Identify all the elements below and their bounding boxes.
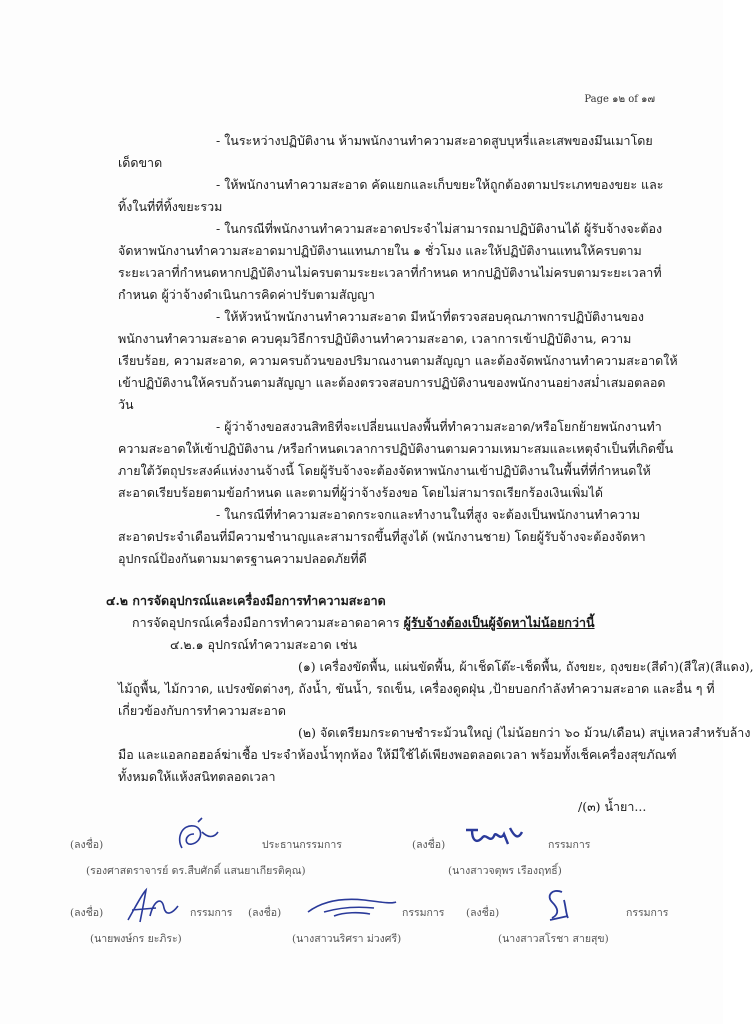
list-item-line: มือ และแอลกอฮอล์ฆ่าเชื้อ ประจำห้องน้ำทุกห้อง ให้มีใช้ได้เพียงพอตลอดเวลา พร้อมทั้งเช็คเครื่องสุขภัณฑ์	[118, 747, 677, 762]
signature-name-4: (นางสาวนริศรา ม่วงศรี)	[292, 933, 402, 945]
signature-mark-4	[304, 892, 400, 920]
paragraph-line: ความสะอาดให้เข้าปฏิบัติงาน /หรือกำหนดเวลาการปฏิบัติงานตามความเหมาะสมและเหตุจำเป็นที่เกิดขึ้น	[118, 441, 674, 456]
paragraph-line: เข้าปฏิบัติงานให้ครบถ้วนตามสัญญา และต้องตรวจสอบการปฏิบัติงานของพนักงานอย่างสม่ำเสมอตลอด	[118, 375, 666, 390]
continuation-marker: /(๓) น้ำยา...	[578, 799, 647, 814]
paragraph-line: - ให้พนักงานทำความสะอาด คัดแยกและเก็บขยะให้ถูกต้องตามประเภทของขยะ และ	[216, 177, 664, 192]
section-intro-emphasis: ผู้รับจ้างต้องเป็นผู้จัดหาไม่น้อยกว่านี้	[403, 615, 595, 630]
signature-prefix-1: (ลงชื่อ)	[70, 839, 104, 851]
list-item-line: เกี่ยวข้องกับการทำความสะอาด	[118, 703, 287, 718]
signature-role-1: ประธานกรรมการ	[262, 839, 342, 851]
signature-mark-2	[462, 822, 524, 850]
signature-mark-5	[540, 886, 574, 926]
paragraph-line: - ในระหว่างปฏิบัติงาน ห้ามพนักงานทำความสะอาดสูบบุหรี่และเสพของมึนเมาโดย	[216, 133, 653, 148]
paragraph-line: - ผู้ว่าจ้างขอสงวนสิทธิที่จะเปลี่ยนแปลงพื้นที่ทำความสะอาด/หรือโยกย้ายพนักงานทำ	[216, 419, 662, 434]
page-number: Page ๑๒ of ๑๗	[584, 94, 655, 105]
paragraph-line: อุปกรณ์ป้องกันตามมาตรฐานความปลอดภัยที่ดี	[118, 551, 367, 566]
paragraph-line: เด็ดขาด	[118, 155, 163, 170]
list-item-line: ทั้งหมดให้แห้งสนิทตลอดเวลา	[118, 769, 276, 784]
paragraph-line: วัน	[118, 397, 134, 412]
list-item-line: ไม้ถูพื้น, ไม้กวาด, แปรงขัดต่างๆ, ถังน้ำ, ขันน้ำ, รถเข็น, เครื่องดูดฝุ่น ,ป้ายบอกกำลังทำความสะอาด และอื่น ๆ ที่	[118, 681, 715, 696]
signature-name-2: (นางสาวจตุพร เรืองฤทธิ์)	[448, 865, 562, 877]
document-body	[106, 130, 754, 788]
paragraph-line: สะอาดประจำเดือนที่มีความชำนาญและสามารถขึ้นที่สูงได้ (พนักงานชาย) โดยผู้รับจ้างจะต้องจัดหา	[118, 529, 646, 544]
paragraph-line: - ให้หัวหน้าพนักงานทำความสะอาด มีหน้าที่ตรวจสอบคุณภาพการปฏิบัติงานของ	[216, 309, 644, 324]
paragraph-line: ระยะเวลาที่กำหนดหากปฏิบัติงานไม่ครบตามระยะเวลาที่กำหนด หากปฏิบัติงานไม่ครบตามระยะเวลาที่	[118, 265, 662, 280]
paragraph-line: กำหนด ผู้ว่าจ้างดำเนินการคิดค่าปรับตามสัญญา	[118, 287, 375, 302]
signature-prefix-3: (ลงชื่อ)	[70, 907, 104, 919]
signature-prefix-2: (ลงชื่อ)	[412, 839, 446, 851]
signature-role-5: กรรมการ	[626, 907, 669, 919]
paragraph-line: - ในกรณีที่พนักงานทำความสะอาดประจำไม่สามารถมาปฏิบัติงานได้ ผู้รับจ้างจะต้อง	[216, 221, 663, 236]
paragraph-line: ภายใต้วัตถุประสงค์แห่งงานจ้างนี้ โดยผู้รับจ้างจะต้องจัดหาพนักงานเข้าปฏิบัติงานในพื้นที่ที่กำหนดให้	[118, 463, 651, 478]
list-item-line: (๑) เครื่องขัดพื้น, แผ่นขัดพื้น, ผ้าเช็ดโต๊ะ-เช็ดพื้น, ถังขยะ, ถุงขยะ(สีดำ)(สีใส)(สีแดง),	[298, 659, 754, 674]
signature-role-4: กรรมการ	[402, 907, 445, 919]
paragraph-line: สะอาดเรียบร้อยตามข้อกำหนด และตามที่ผู้ว่าจ้างร้องขอ โดยไม่สามารถเรียกร้องเงินเพิ่มได้	[118, 485, 604, 500]
paragraph-line: จัดหาพนักงานทำความสะอาดมาปฏิบัติงานแทนภายใน ๑ ชั่วโมง และให้ปฏิบัติงานแทนให้ครบตาม	[118, 243, 642, 258]
signature-role-2: กรรมการ	[548, 839, 591, 851]
signature-name-3: (นายพงษ์กร ยะภิระ)	[90, 933, 182, 945]
paragraph-line: พนักงานทำความสะอาด ควบคุมวิธีการปฏิบัติงานทำความสะอาด, เวลาการเข้าปฏิบัติงาน, ความ	[118, 331, 632, 346]
section-heading: ๔.๒ การจัดอุปกรณ์และเครื่องมือการทำความสะอาด	[106, 593, 386, 608]
paragraph-line: - ในกรณีที่ทำความสะอาดกระจกและทำงานในที่สูง จะต้องเป็นพนักงานทำความ	[216, 507, 641, 522]
signature-name-1: (รองศาสตราจารย์ ดร.สืบศักดิ์ แสนยาเกียรติคุณ)	[86, 865, 306, 877]
paragraph-line: ทิ้งในที่ที่ทิ้งขยะรวม	[118, 199, 223, 214]
paragraph-line: เรียบร้อย, ความสะอาด, ความครบถ้วนของปริมาณงานตามสัญญา และต้องจัดพนักงานทำความสะอาดให้	[118, 353, 678, 368]
signature-mark-3	[122, 886, 182, 926]
section-intro-text: การจัดอุปกรณ์เครื่องมือการทำความสะอาดอาคาร	[132, 615, 404, 630]
signature-mark-1	[172, 818, 222, 854]
subsection-heading: ๔.๒.๑ อุปกรณ์ทำความสะอาด เช่น	[170, 637, 358, 652]
signature-prefix-4: (ลงชื่อ)	[248, 907, 282, 919]
list-item-line: (๒) จัดเตรียมกระดาษชำระม้วนใหญ่ (ไม่น้อยกว่า ๖๐ ม้วน/เดือน) สบู่เหลวสำหรับล้าง	[298, 725, 751, 740]
signature-role-3: กรรมการ	[190, 907, 233, 919]
signature-prefix-5: (ลงชื่อ)	[466, 907, 500, 919]
section-gap	[118, 570, 658, 590]
signature-name-5: (นางสาวสโรชา สายสุข)	[498, 933, 609, 945]
section-intro	[118, 612, 658, 634]
